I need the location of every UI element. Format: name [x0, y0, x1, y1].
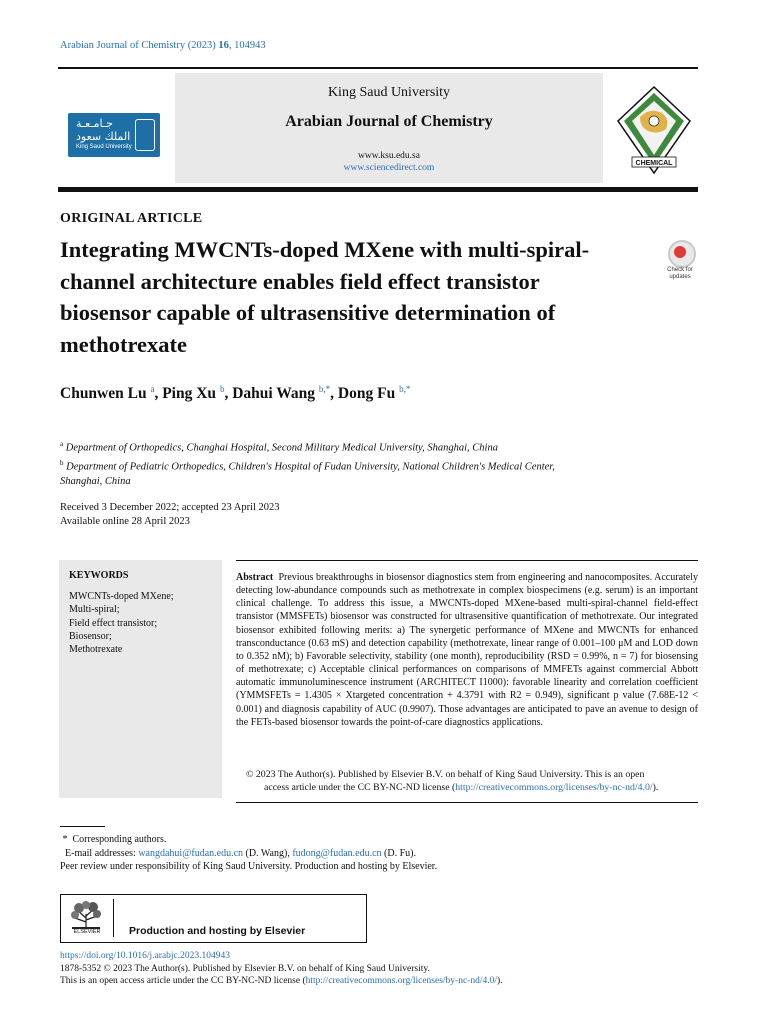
journal-citation: Arabian Journal of Chemistry (2023) — [60, 40, 216, 51]
license-line: This is an open access article under the CC BY-NC-ND license (http://creativecommons.org/licenses/by-nc-nd/4.0/). — [60, 976, 503, 986]
ksu-logo — [68, 113, 160, 157]
masthead-top-rule — [58, 67, 698, 69]
author-list: Chunwen Lu $^a$, Ping Xu $^b$, Dahui Wang $^{b,*}$, Dong Fu $^{b,*}$ — [60, 384, 411, 403]
online-date: Available online 28 April 2023 — [60, 516, 190, 527]
abstract-label: Abstract — [236, 572, 274, 583]
university-name: King Saud University — [327, 85, 451, 100]
society-seal-panel — [610, 73, 698, 183]
license-link[interactable]: http://creativecommons.org/licenses/by-nc-nd/4.0/ — [455, 782, 653, 793]
keyword-item: Field effect transistor; — [69, 617, 158, 629]
ksu-logo-panel — [58, 73, 171, 183]
elsevier-box — [60, 894, 367, 943]
keywords-heading: KEYWORDS — [69, 570, 129, 581]
email-addresses: E-mail addresses: wangdahui@fudan.edu.cn (D. Wang), fudong@fudan.edu.cn (D. Fu). — [65, 847, 416, 859]
affiliation-a: $^a$ Department of Orthopedics, Changhai Hospital, Second Military Medical University, Shanghai, China — [60, 440, 498, 454]
keywords-box — [59, 560, 222, 798]
journal-reference[interactable] — [60, 40, 266, 51]
keyword-item: Multi-spiral; — [69, 604, 120, 616]
author-affiliation-link[interactable]: b,* — [318, 384, 331, 394]
journal-masthead — [58, 67, 698, 191]
affiliations — [60, 437, 710, 490]
author-affiliation-link[interactable]: a — [150, 384, 155, 394]
check-updates-text: Check for updates — [667, 267, 693, 280]
doi-block — [60, 950, 503, 988]
article-number: , 104943 — [228, 40, 266, 51]
masthead-bottom-rule — [58, 187, 698, 192]
received-date: Received 3 December 2022; accepted 23 April 2023 — [60, 502, 280, 513]
society-seal-icon — [610, 73, 698, 183]
author-name: Ping Xu — [162, 385, 217, 403]
ksu-logo-arabic-1: جـامـعـة — [76, 117, 113, 130]
email-link[interactable]: wangdahui@fudan.edu.cn — [138, 847, 244, 859]
check-updates-dot-icon — [674, 246, 686, 258]
footnote-rule — [60, 826, 105, 827]
keyword-item: Biosensor; — [69, 630, 112, 642]
article-title: Integrating MWCNTs-doped MXene with multi-spiral-channel architecture enables field effect transistor biosensor capable of ultrasensitive determination of methotrexate — [60, 237, 590, 357]
ksu-website: www.ksu.edu.sa — [358, 151, 420, 161]
ksu-logo-arabic-2: الملك سعود — [76, 130, 131, 143]
corresponding-note: * Corresponding authors. — [62, 834, 167, 845]
masthead-center — [175, 73, 603, 183]
author-name: Chunwen Lu — [60, 385, 147, 403]
elsevier-divider — [113, 899, 114, 937]
footnotes — [60, 833, 437, 874]
abstract-top-rule — [236, 560, 698, 561]
check-for-updates-badge[interactable] — [660, 240, 700, 282]
author-name: Dong Fu — [337, 385, 396, 403]
journal-volume: 16 — [218, 40, 229, 51]
peer-review-note: Peer review under responsibility of King Saud University. Production and hosting by Elsevier. — [60, 861, 438, 872]
article-dates — [60, 501, 280, 529]
elsevier-logo-label: ELSEVIER — [73, 929, 101, 935]
affiliation-b: $^b$ Department of Pediatric Orthopedics, Children's Hospital of Fudan University, National Children's Medical Center, Shanghai, China — [60, 459, 555, 487]
seal-label: CHEMICAL — [635, 160, 673, 167]
email-link[interactable]: fudong@fudan.edu.cn — [292, 847, 382, 859]
abstract-text: Previous breakthroughs in biosensor diagnostics stem from engineering and nanocomposites. Accurately detecting low-abundance compounds such as methotrexate in complex biospecimens (e.g. serum) is an important clinical challenge. To address this issue, a MWCNTs-doped MXene-based multi-spiral-channel field-effect transistor (MMSFETs) biosensor was constructed for ultrasensitive quantification of methotrexate. Our integrated biosensor exhibited following merits: a) The synergetic performance of MXene and MWCNTs for enhanced transconductance (0.63 mS) and detection capability (methotrexate, linear range of 0.001–100 μM and LOD down to 0.352 nM); b) Favorable selectivity, stability (one month), reproducibility (RSD = 0.99%, n = 7) for biosensing of methotrexate; c) Acceptable clinical performances on comparisons of MMFETs against commercial Abbott automatic immunoluminescence instrument (ARCHITECT I1000): favorable linearity and correlation coefficient (YMMSFETs = 1.4305 × Xtargeted concentration + 4.3791 with R2 = 0.949), significant p value (7.68E-12 < 0.001) and diagnosis capability of AUC (0.9907). Those advantages are anticipated to pave an avenue to design of the FETs-based biosensor towards the point-of-care diagnostics applications. — [236, 572, 698, 728]
author-affiliation-link[interactable]: b — [219, 384, 225, 394]
doi-link[interactable]: https://doi.org/10.1016/j.arabjc.2023.104943 — [60, 951, 231, 961]
keywords-list — [69, 590, 174, 656]
sciencedirect-link[interactable]: www.sciencedirect.com — [343, 163, 435, 173]
copyright-line: © 2023 The Author(s). Published by Elsevier B.V. on behalf of King Saud University. This is an open — [246, 769, 645, 780]
issn-line: 1878-5352 © 2023 The Author(s). Published by Elsevier B.V. on behalf of King Saud University. — [60, 963, 430, 974]
copyright-notice — [236, 768, 698, 794]
ksu-logo-english: King Saud University — [76, 144, 132, 150]
abstract — [236, 571, 698, 729]
author-name: Dahui Wang — [232, 385, 316, 403]
abstract-bottom-rule — [236, 802, 698, 803]
keyword-item: Methotrexate — [69, 644, 123, 656]
license-link[interactable]: http://creativecommons.org/licenses/by-nc-nd/4.0/ — [305, 976, 497, 986]
copyright-license: access article under the CC BY-NC-ND license (http://creativecommons.org/licenses/by-nc-nd/4.0/). — [264, 782, 659, 793]
article-type: ORIGINAL ARTICLE — [60, 211, 203, 226]
keyword-item: MWCNTs-doped MXene; — [69, 591, 174, 602]
ksu-emblem-icon — [135, 119, 155, 151]
journal-name: Arabian Journal of Chemistry — [285, 113, 493, 130]
elsevier-hosting-text: Production and hosting by Elsevier — [129, 925, 306, 937]
author-affiliation-link[interactable]: b,* — [399, 384, 411, 394]
